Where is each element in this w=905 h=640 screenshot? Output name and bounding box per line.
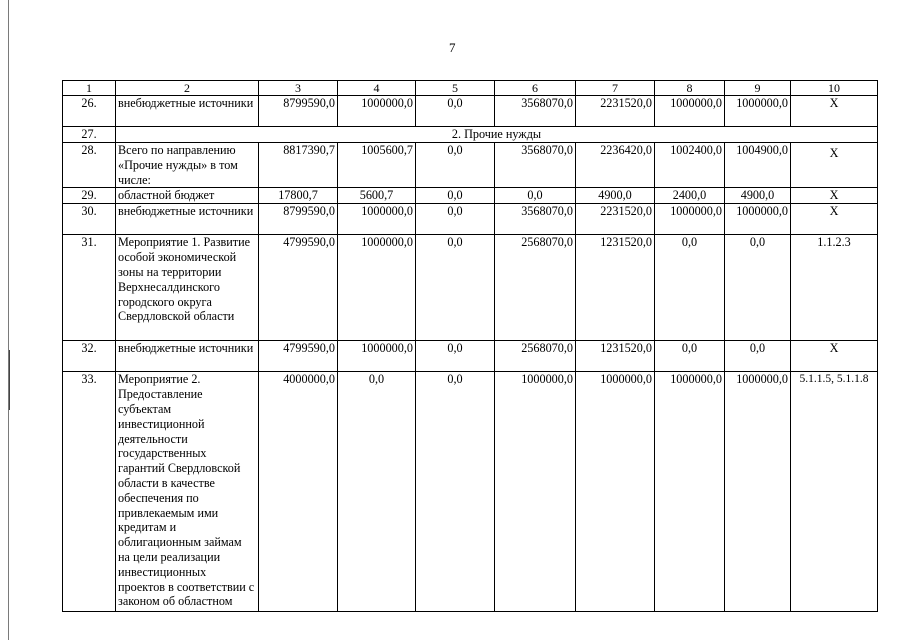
scan-edge-mark	[9, 350, 10, 410]
table-row	[63, 235, 878, 341]
table-row	[63, 143, 878, 188]
cell-c3: 17800,7	[259, 188, 338, 204]
cell-c5: 0,0	[416, 341, 495, 372]
table-row	[63, 341, 878, 372]
cell-c4: 1000000,0	[338, 341, 416, 372]
header-cell: 6	[495, 81, 576, 96]
cell-c3: 8817390,7	[259, 143, 338, 188]
header-cell: 3	[259, 81, 338, 96]
row-number: 30.	[63, 204, 116, 235]
row-name: областной бюджет	[116, 188, 259, 204]
cell-c9: 4900,0	[725, 188, 791, 204]
row-number: 27.	[63, 127, 116, 143]
row-name: Мероприятие 2. Предоставление субъектам инвестиционной деятельности государственных гарантий Свердловской области в качестве обеспечения по привлекаемым ими кредитам и облигационным займам на цели реализации инвестиционных проектов в соответствии с законом об областном	[116, 372, 259, 612]
cell-c8: 0,0	[655, 235, 725, 341]
cell-c6: 0,0	[495, 188, 576, 204]
cell-c7: 1000000,0	[576, 372, 655, 612]
row-number: 31.	[63, 235, 116, 341]
cell-c4: 0,0	[338, 372, 416, 612]
cell-c4: 5600,7	[338, 188, 416, 204]
cell-c7: 1231520,0	[576, 341, 655, 372]
cell-c9: 1004900,0	[725, 143, 791, 188]
header-cell: 7	[576, 81, 655, 96]
cell-c10: Х	[791, 341, 878, 372]
cell-c8: 1000000,0	[655, 96, 725, 127]
cell-c10: 5.1.1.5, 5.1.1.8	[791, 372, 878, 612]
cell-c10: Х	[791, 96, 878, 127]
header-cell: 5	[416, 81, 495, 96]
cell-c10: Х	[791, 188, 878, 204]
cell-c8: 2400,0	[655, 188, 725, 204]
cell-c7: 1231520,0	[576, 235, 655, 341]
cell-c5: 0,0	[416, 204, 495, 235]
table-row	[63, 372, 878, 612]
table-row	[63, 96, 878, 127]
cell-c4: 1005600,7	[338, 143, 416, 188]
cell-c3: 4799590,0	[259, 235, 338, 341]
cell-c8: 1002400,0	[655, 143, 725, 188]
cell-c9: 1000000,0	[725, 372, 791, 612]
cell-c8: 1000000,0	[655, 204, 725, 235]
cell-c8: 0,0	[655, 341, 725, 372]
cell-c10: Х	[791, 204, 878, 235]
cell-c8: 1000000,0	[655, 372, 725, 612]
row-number: 33.	[63, 372, 116, 612]
cell-c7: 4900,0	[576, 188, 655, 204]
budget-table	[62, 80, 878, 612]
cell-c9: 0,0	[725, 341, 791, 372]
row-name: внебюджетные источники	[116, 96, 259, 127]
cell-c6: 3568070,0	[495, 143, 576, 188]
header-cell: 1	[63, 81, 116, 96]
cell-c9: 1000000,0	[725, 96, 791, 127]
header-cell: 9	[725, 81, 791, 96]
cell-c5: 0,0	[416, 372, 495, 612]
table-row	[63, 188, 878, 204]
cell-c9: 1000000,0	[725, 204, 791, 235]
section-title: 2. Прочие нужды	[116, 127, 878, 143]
cell-c3: 8799590,0	[259, 96, 338, 127]
cell-c5: 0,0	[416, 143, 495, 188]
cell-c10: 1.1.2.3	[791, 235, 878, 341]
row-number: 28.	[63, 143, 116, 188]
cell-c6: 3568070,0	[495, 96, 576, 127]
cell-c7: 2231520,0	[576, 96, 655, 127]
row-number: 32.	[63, 341, 116, 372]
cell-c5: 0,0	[416, 96, 495, 127]
cell-c5: 0,0	[416, 235, 495, 341]
table-header-row	[63, 81, 878, 96]
section-row	[63, 127, 878, 143]
row-number: 29.	[63, 188, 116, 204]
cell-c4: 1000000,0	[338, 235, 416, 341]
cell-c9: 0,0	[725, 235, 791, 341]
header-cell: 2	[116, 81, 259, 96]
cell-c6: 2568070,0	[495, 341, 576, 372]
cell-c4: 1000000,0	[338, 96, 416, 127]
cell-c7: 2236420,0	[576, 143, 655, 188]
row-name: внебюджетные источники	[116, 204, 259, 235]
cell-c5: 0,0	[416, 188, 495, 204]
header-cell: 10	[791, 81, 878, 96]
row-name: внебюджетные источники	[116, 341, 259, 372]
scan-edge-line	[8, 0, 9, 640]
cell-c3: 4799590,0	[259, 341, 338, 372]
cell-c10: Х	[791, 143, 878, 188]
header-cell: 4	[338, 81, 416, 96]
row-name: Мероприятие 1. Развитие особой экономической зоны на территории Верхнесалдинского городского округа Свердловской области	[116, 235, 259, 341]
cell-c6: 3568070,0	[495, 204, 576, 235]
cell-c6: 2568070,0	[495, 235, 576, 341]
header-cell: 8	[655, 81, 725, 96]
cell-c3: 8799590,0	[259, 204, 338, 235]
table-row	[63, 204, 878, 235]
row-number: 26.	[63, 96, 116, 127]
cell-c4: 1000000,0	[338, 204, 416, 235]
cell-c7: 2231520,0	[576, 204, 655, 235]
row-name: Всего по направлению «Прочие нужды» в том числе:	[116, 143, 259, 188]
page-number: 7	[449, 40, 456, 55]
cell-c3: 4000000,0	[259, 372, 338, 612]
cell-c6: 1000000,0	[495, 372, 576, 612]
